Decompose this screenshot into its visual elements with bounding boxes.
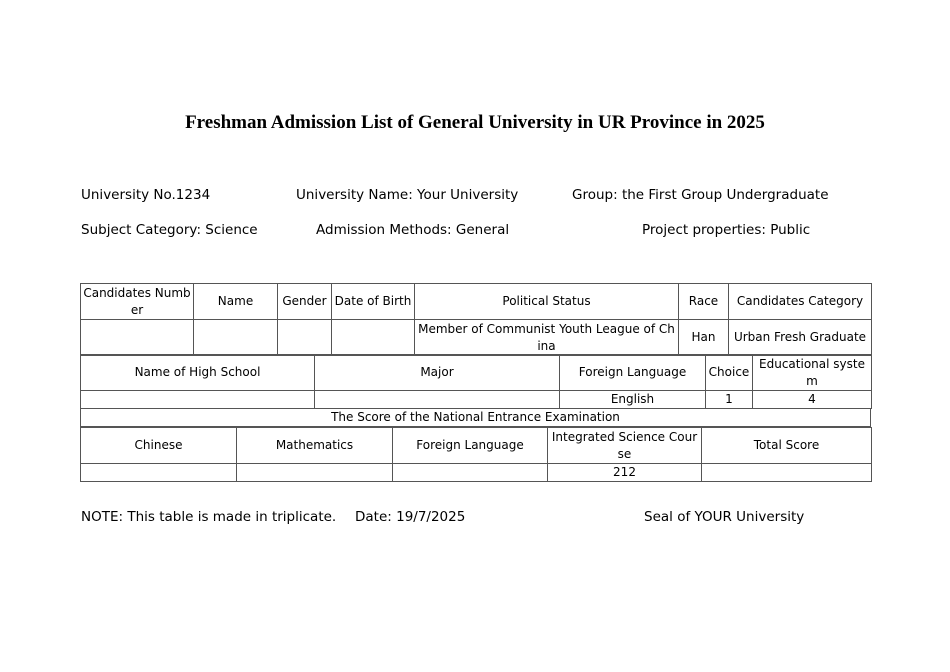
university-number: University No.1234 bbox=[81, 187, 211, 203]
exam-score-table bbox=[80, 427, 872, 482]
candidate-info-table bbox=[80, 283, 872, 356]
university-name: University Name: Your University bbox=[296, 187, 519, 203]
header-major: Major bbox=[315, 355, 560, 391]
subject-category: Subject Category: Science bbox=[81, 222, 258, 238]
header-candidates-category: Candidates Category bbox=[729, 284, 872, 320]
cell-high-school bbox=[81, 391, 315, 409]
cell-choice: 1 bbox=[706, 391, 753, 409]
header-foreign-language: Foreign Language bbox=[560, 355, 706, 391]
header-race: Race bbox=[679, 284, 729, 320]
school-major-table bbox=[80, 354, 872, 409]
cell-chinese bbox=[81, 464, 237, 482]
header-political-status: Political Status bbox=[415, 284, 679, 320]
exam-section-table bbox=[80, 408, 871, 427]
cell-gender bbox=[278, 320, 332, 356]
cell-race: Han bbox=[679, 320, 729, 356]
cell-integrated-science: 212 bbox=[548, 464, 702, 482]
cell-mathematics bbox=[237, 464, 393, 482]
header-name: Name bbox=[194, 284, 278, 320]
table-row bbox=[81, 320, 872, 356]
footer-date: Date: 19/7/2025 bbox=[355, 509, 466, 525]
table-header-row bbox=[81, 355, 872, 391]
cell-foreign-language: English bbox=[560, 391, 706, 409]
header-high-school: Name of High School bbox=[81, 355, 315, 391]
admission-group: Group: the First Group Undergraduate bbox=[572, 187, 829, 203]
header-choice: Choice bbox=[706, 355, 753, 391]
footer-seal: Seal of YOUR University bbox=[644, 509, 805, 525]
cell-total-score bbox=[702, 464, 872, 482]
cell-major bbox=[315, 391, 560, 409]
cell-political-status: Member of Communist Youth League of China bbox=[415, 320, 679, 356]
table-row bbox=[81, 391, 872, 409]
exam-section-title: The Score of the National Entrance Examination bbox=[81, 409, 871, 427]
header-date-of-birth: Date of Birth bbox=[332, 284, 415, 320]
cell-score-foreign-language bbox=[393, 464, 548, 482]
header-candidates-number: Candidates Number bbox=[81, 284, 194, 320]
header-chinese: Chinese bbox=[81, 428, 237, 464]
header-educational-system: Educational system bbox=[753, 355, 872, 391]
header-gender: Gender bbox=[278, 284, 332, 320]
table-header-row bbox=[81, 284, 872, 320]
cell-candidates-category: Urban Fresh Graduate bbox=[729, 320, 872, 356]
header-mathematics: Mathematics bbox=[237, 428, 393, 464]
cell-name bbox=[194, 320, 278, 356]
admission-methods: Admission Methods: General bbox=[316, 222, 510, 238]
table-header-row bbox=[81, 428, 872, 464]
cell-date-of-birth bbox=[332, 320, 415, 356]
project-properties: Project properties: Public bbox=[642, 222, 811, 238]
cell-educational-system: 4 bbox=[753, 391, 872, 409]
footer-note: NOTE: This table is made in triplicate. bbox=[81, 509, 337, 525]
header-integrated-science: Integrated Science Course bbox=[548, 428, 702, 464]
header-score-foreign-language: Foreign Language bbox=[393, 428, 548, 464]
table-row bbox=[81, 464, 872, 482]
document-title: Freshman Admission List of General University in UR Province in 2025 bbox=[185, 112, 765, 133]
header-total-score: Total Score bbox=[702, 428, 872, 464]
cell-candidates-number bbox=[81, 320, 194, 356]
